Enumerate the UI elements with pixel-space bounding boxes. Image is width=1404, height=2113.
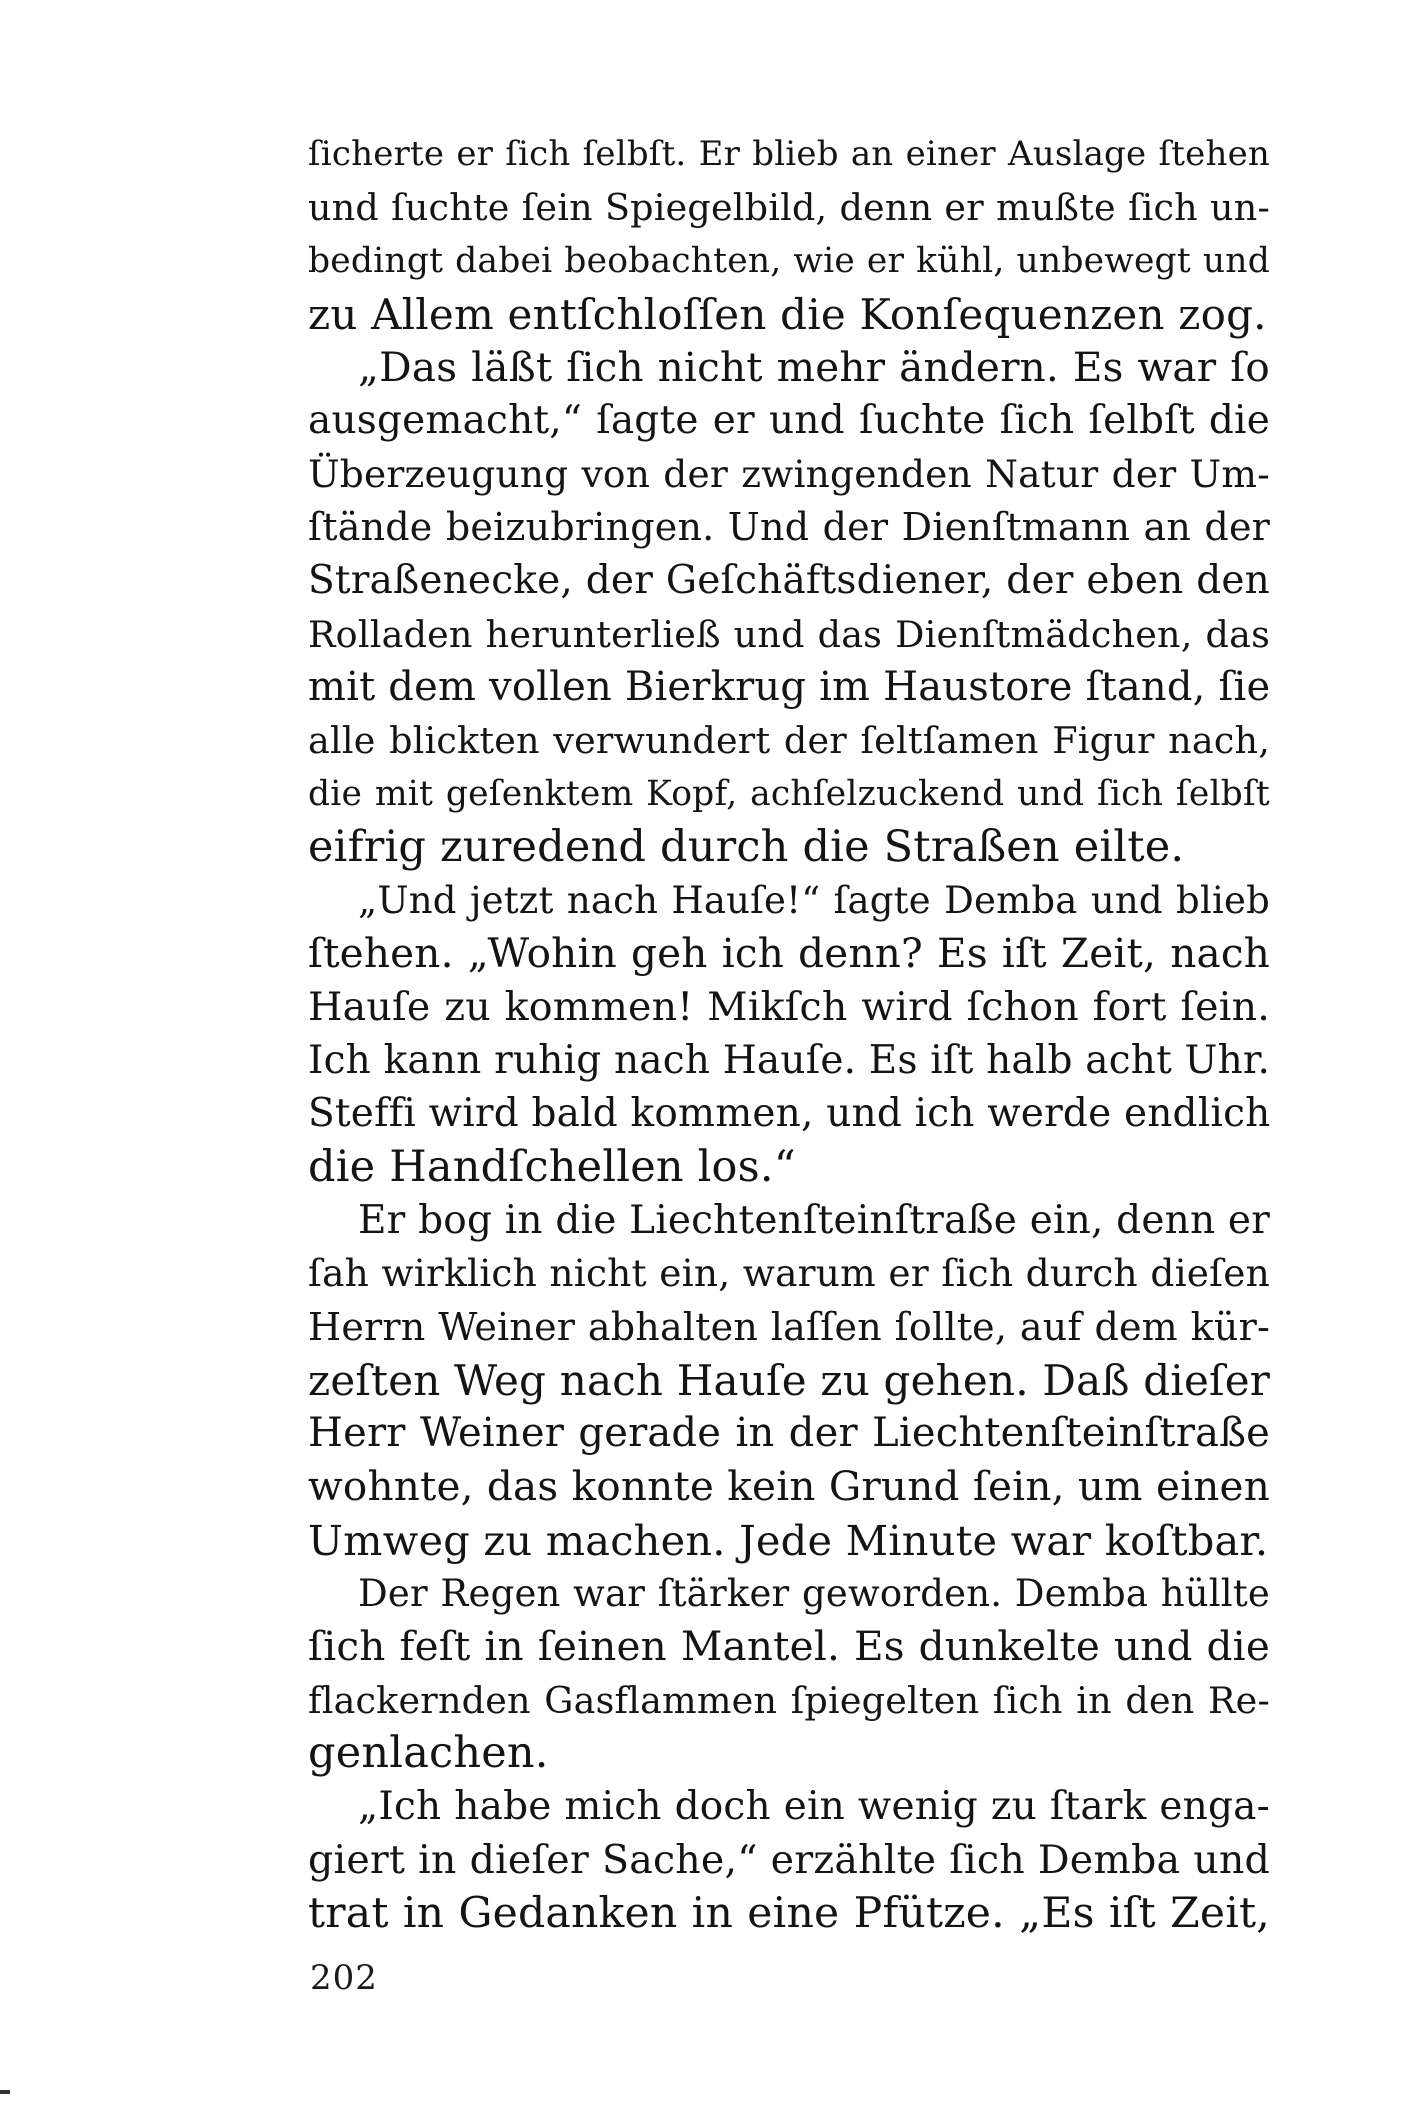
text-line: Der Regen war ſtärker geworden. Demba hüllte: [358, 1572, 1270, 1616]
text-line: trat in Gedanken in eine Pfütze. „Es iſt Zeit,: [308, 1888, 1270, 1938]
text-line: ſich feſt in ſeinen Mantel. Es dunkelte und die: [308, 1622, 1270, 1671]
text-line: Rolladen herunterließ und das Dienſtmädchen, das: [308, 612, 1270, 656]
text-line: Herr Weiner gerade in der Liechtenſteinſtraße: [308, 1410, 1270, 1457]
text-line: Umweg zu machen. Jede Minute war koſtbar.: [308, 1515, 1269, 1565]
text-line: Ich kann ruhig nach Hauſe. Es iſt halb acht Uhr.: [308, 1038, 1271, 1084]
body-text: [308, 128, 1270, 1940]
text-line: die mit geſenktem Kopf, achſelzuckend und ſich ſelbſt: [308, 773, 1270, 814]
text-line: zeſten Weg nach Hauſe zu gehen. Daß dieſer: [308, 1355, 1271, 1405]
text-line: Herrn Weiner abhalten laſſen ſollte, auf dem kür-: [308, 1304, 1270, 1349]
text-line: Überzeugung von der zwingenden Natur der Um-: [308, 451, 1270, 496]
page-number: 202: [310, 1958, 378, 1998]
text-line: und ſuchte ſein Spiegelbild, denn er mußte ſich un-: [308, 186, 1270, 230]
text-line: ſtände beizubringen. Und der Dienſtmann an der: [308, 505, 1270, 550]
text-line: „Das läßt ſich nicht mehr ändern. Es war ſo: [358, 343, 1270, 392]
text-line: wohnte, das konnte kein Grund ſein, um einen: [308, 1462, 1270, 1511]
text-line: eifrig zuredend durch die Straßen eilte.: [308, 821, 1185, 872]
text-line: Steffi wird bald kommen, und ich werde endlich: [308, 1091, 1271, 1137]
scan-edge-mark: [0, 2090, 10, 2094]
text-line: genlachen.: [308, 1727, 549, 1778]
text-line: giert in dieſer Sache,“ erzählte ſich Demba und: [308, 1836, 1270, 1883]
text-line: alle blickten verwundert der ſeltſamen Figur nach,: [308, 719, 1270, 763]
text-line: bedingt dabei beobachten, wie er kühl, unbewegt und: [308, 240, 1270, 281]
text-line: ausgemacht,“ ſagte er und ſuchte ſich ſelbſt die: [308, 398, 1270, 444]
text-line: zu Allem entſchloſſen die Konſequenzen zog.: [308, 289, 1267, 339]
text-line: ſicherte er ſich ſelbſt. Er blieb an einer Auslage ſtehen: [308, 134, 1270, 174]
text-line: die Handſchellen los.“: [308, 1141, 796, 1192]
text-line: Hauſe zu kommen! Mikſch wird ſchon fort ſein.: [308, 983, 1270, 1030]
text-line: ſah wirklich nicht ein, warum er ſich durch dieſen: [308, 1251, 1270, 1296]
text-line: flackernden Gasflammen ſpiegelten ſich in den Re-: [308, 1678, 1270, 1722]
text-line: „Und jetzt nach Hauſe!“ ſagte Demba und blieb: [358, 879, 1270, 923]
text-line: Straßenecke, der Geſchäftsdiener, der eben den: [308, 558, 1270, 604]
text-line: ſtehen. „Wohin geh ich denn? Es iſt Zeit, nach: [308, 929, 1270, 978]
text-line: mit dem vollen Bierkrug im Haustore ſtand, ſie: [308, 663, 1271, 710]
text-line: „Ich habe mich doch ein wenig zu ſtark enga-: [358, 1784, 1270, 1830]
text-line: Er bog in die Liechtenſteinſtraße ein, denn er: [358, 1197, 1270, 1243]
